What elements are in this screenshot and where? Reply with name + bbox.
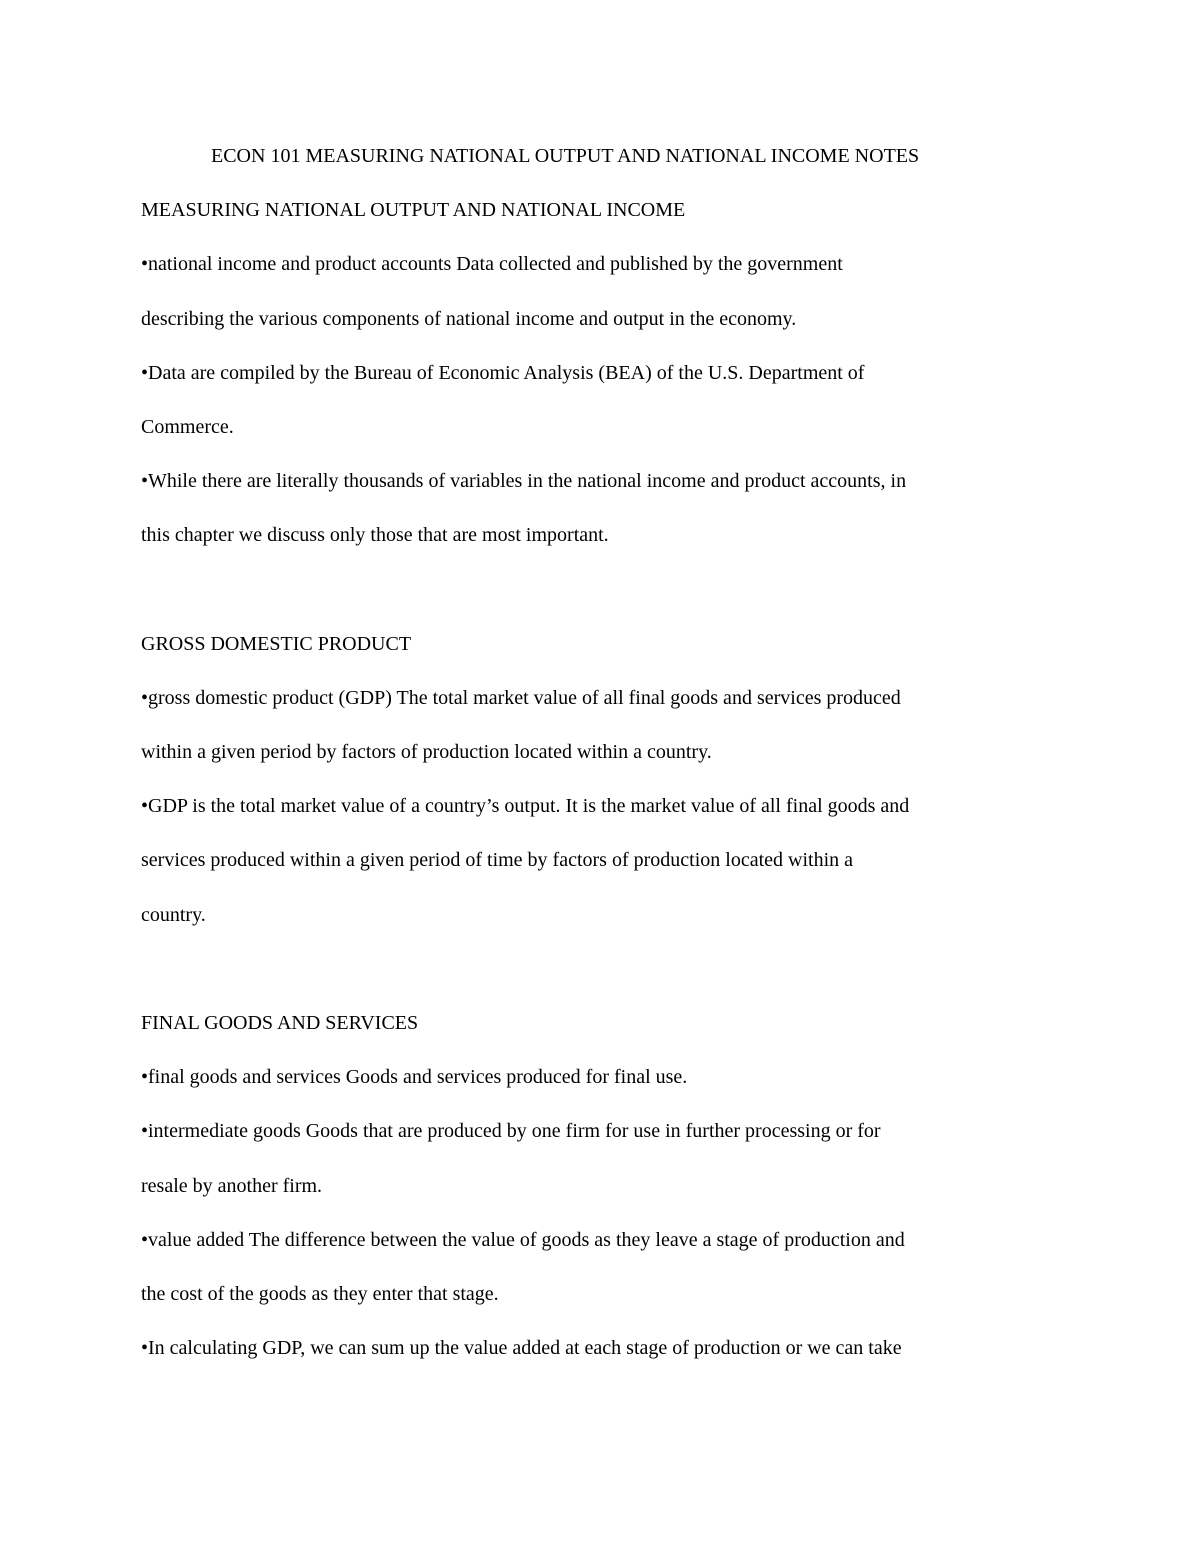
section-heading-measuring: MEASURING NATIONAL OUTPUT AND NATIONAL INCOME — [141, 199, 686, 222]
blank-line — [141, 574, 1056, 628]
paragraph-line: •gross domestic product (GDP) The total market value of all final goods and services produced — [141, 686, 901, 709]
paragraph-line: •intermediate goods Goods that are produced by one firm for use in further processing or for — [141, 1120, 881, 1143]
section-heading-final-goods: FINAL GOODS AND SERVICES — [141, 1012, 419, 1034]
paragraph-line: services produced within a given period of time by factors of production located within a — [141, 849, 854, 872]
paragraph-line: •final goods and services Goods and services produced for final use. — [141, 1066, 688, 1089]
document-title: ECON 101 MEASURING NATIONAL OUTPUT AND NATIONAL INCOME NOTES — [211, 145, 920, 167]
paragraph-line: describing the various components of national income and output in the economy. — [141, 307, 797, 330]
paragraph-line: •In calculating GDP, we can sum up the value added at each stage of production or we can take — [141, 1337, 902, 1360]
section-heading-gdp: GROSS DOMESTIC PRODUCT — [141, 632, 412, 655]
paragraph-line: within a given period by factors of production located within a country. — [141, 741, 712, 764]
paragraph-line: this chapter we discuss only those that are most important. — [141, 524, 609, 547]
paragraph-line: the cost of the goods as they enter that stage. — [141, 1282, 499, 1305]
paragraph-line: •While there are literally thousands of variables in the national income and product accounts, in — [141, 470, 907, 493]
paragraph-line: country. — [141, 903, 206, 926]
blank-line — [141, 953, 1056, 1007]
paragraph-line: Commerce. — [141, 415, 234, 438]
paragraph-line: •Data are compiled by the Bureau of Economic Analysis (BEA) of the U.S. Department of — [141, 361, 865, 384]
document-body — [141, 140, 1056, 1386]
paragraph-line: •national income and product accounts Data collected and published by the government — [141, 253, 843, 276]
paragraph-line: •value added The difference between the value of goods as they leave a stage of production and — [141, 1228, 905, 1251]
paragraph-line: •GDP is the total market value of a country’s output. It is the market value of all final goods and — [141, 795, 910, 818]
paragraph-line: resale by another firm. — [141, 1174, 323, 1197]
